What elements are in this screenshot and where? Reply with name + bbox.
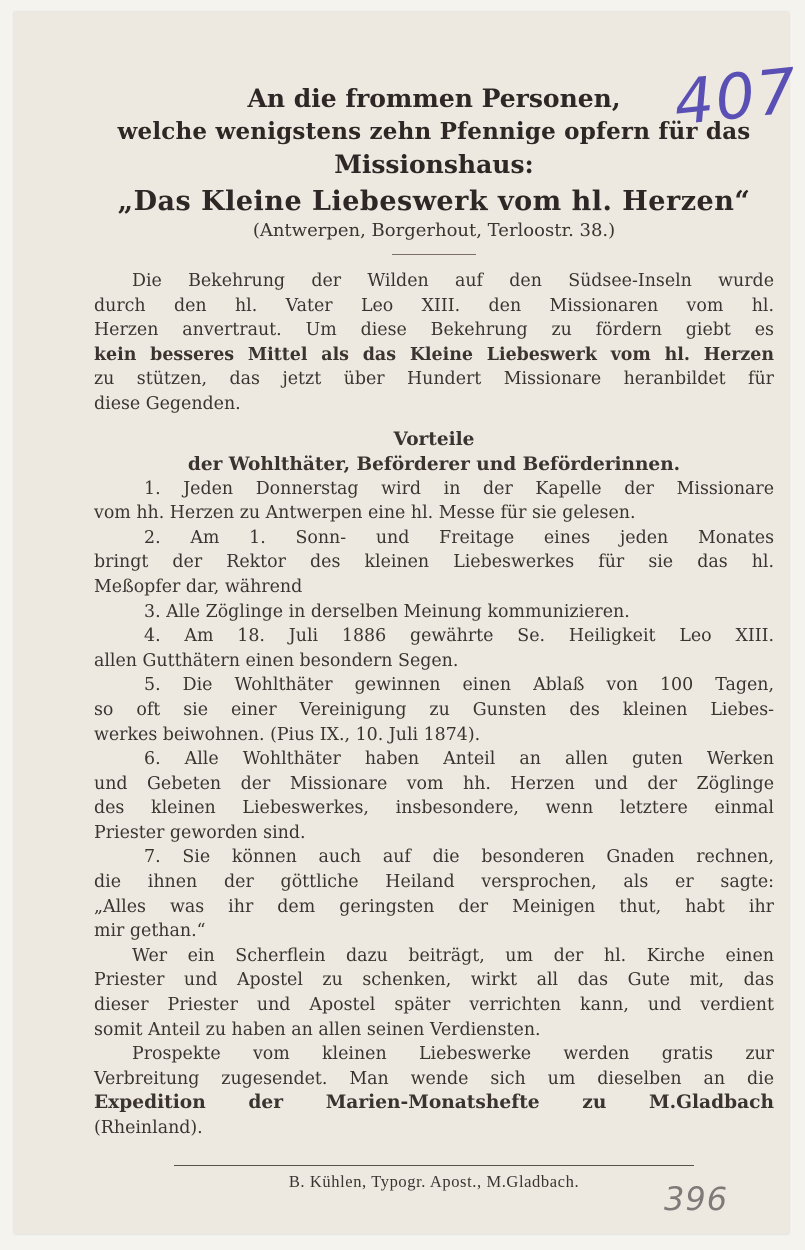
list-item: 1. Jeden Donnerstag wird in der Kapelle der Missionare (144, 478, 774, 499)
closing-line: Prospekte vom kleinen Liebeswerke werden gratis zur (132, 1044, 774, 1065)
list-item: des kleinen Liebeswerkes, insbesondere, wenn letztere einmal (94, 798, 774, 819)
divider-short (392, 254, 476, 255)
list-item: vom hh. Herzen zu Antwerpen eine hl. Messe für sie gelesen. (94, 503, 636, 524)
intro-line: kein besseres Mittel als das Kleine Liebeswerk vom hl. Herzen (94, 344, 774, 365)
closing-line: Verbreitung zugesendet. Man wende sich um dieselben an die (94, 1068, 774, 1089)
intro-line: zu stützen, das jetzt über Hundert Missionare heranbildet für (94, 369, 774, 390)
list-item: 6. Alle Wohlthäter haben Anteil an allen guten Werken (144, 749, 774, 770)
list-item: so oft sie einer Vereinigung zu Gunsten des kleinen Liebes- (94, 699, 774, 720)
intro-paragraph (94, 269, 774, 417)
header-line-2: welche wenigstens zehn Pfennige opfern für das (117, 118, 751, 145)
list-item: 5. Die Wohlthäter gewinnen einen Ablaß von 100 Tagen, (144, 675, 774, 696)
list-item: und Gebeten der Missionare vom hh. Herzen und der Zöglinge (94, 773, 774, 794)
intro-line: Herzen anvertraut. Um diese Bekehrung zu fördern giebt es (94, 320, 774, 341)
list-item: Meßopfer dar, während (94, 576, 303, 597)
intro-line: diese Gegenden. (94, 393, 241, 414)
list-item: bringt der Rektor des kleinen Liebeswerkes für sie das hl. (94, 552, 774, 573)
intro-line: Die Bekehrung der Wilden auf den Südsee-Inseln wurde (132, 271, 774, 291)
closing-line: somit Anteil zu haben an allen seinen Verdiensten. (94, 1019, 541, 1040)
list-item: 3. Alle Zöglinge in derselben Meinung kommunizieren. (144, 601, 630, 622)
list-item: 4. Am 18. Juli 1886 gewährte Se. Heiligkeit Leo XIII. (144, 626, 774, 647)
header-address: (Antwerpen, Borgerhout, Terloostr. 38.) (252, 220, 616, 241)
list-item: „Alles was ihr dem geringsten der Meinigen thut, habt ihr (94, 896, 774, 917)
list-item: allen Gutthätern einen besondern Segen. (94, 650, 459, 671)
closing-line: dieser Priester und Apostel später verrichten kann, und verdient (94, 995, 774, 1016)
handwritten-number-top: 407 (670, 53, 802, 140)
list-item: werkes beiwohnen. (Pius IX., 10. Juli 1874). (94, 724, 481, 745)
divider-long (174, 1165, 694, 1166)
closing-line: Priester und Apostel zu schenken, wirkt all das Gute mit, das (94, 970, 774, 991)
list-item: Priester geworden sind. (94, 822, 306, 843)
closing-line: Expedition der Marien-Monatshefte zu M.Gladbach (94, 1092, 774, 1114)
list-item: 7. Sie können auch auf die besonderen Gnaden rechnen, (144, 847, 774, 868)
document-card (14, 12, 802, 1234)
section-title: Vorteile (393, 428, 475, 450)
intro-line: durch den hl. Vater Leo XIII. den Missionaren vom hl. (94, 295, 774, 316)
header-line-1: An die frommen Personen, (247, 84, 621, 113)
closing-line: Wer ein Scherflein dazu beiträgt, um der hl. Kirche einen (132, 945, 774, 966)
list-item: die ihnen der göttliche Heiland versprochen, als er sagte: (94, 872, 774, 893)
card-content (94, 82, 774, 1192)
list-item: mir gethan.“ (94, 921, 206, 942)
header-line-3: Missionshaus: (334, 150, 534, 179)
closing-line: (Rheinland). (94, 1118, 203, 1138)
printer-imprint: B. Kühlen, Typogr. Apost., M.Gladbach. (288, 1171, 580, 1191)
handwritten-number-bottom: 396 (664, 1180, 729, 1218)
header-line-4: „Das Kleine Liebeswerk vom hl. Herzen“ (117, 186, 751, 217)
list-item: 2. Am 1. Sonn- und Freitage eines jeden Monates (144, 527, 774, 548)
section-subtitle: der Wohlthäter, Beförderer und Beförderinnen. (187, 453, 681, 475)
benefits-list (94, 477, 774, 1141)
